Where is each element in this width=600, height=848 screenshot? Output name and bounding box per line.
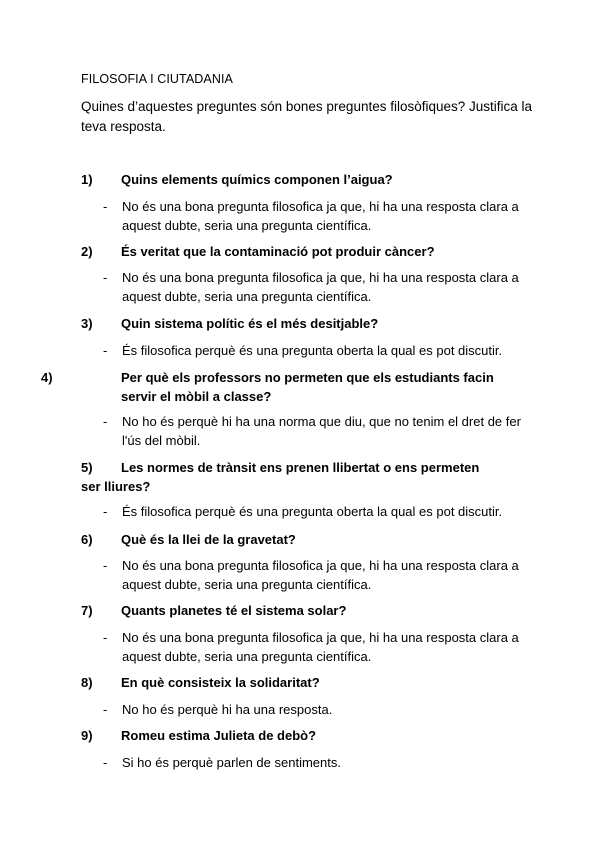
question-5 [81,458,501,496]
question-text: És veritat que la contaminació pot produir càncer? [121,244,435,259]
question-text: Romeu estima Julieta de debò? [121,728,317,743]
answer-8 [103,700,533,719]
question-1 [81,170,521,189]
answer-text: No ho és perquè hi ha una resposta. [122,702,333,717]
bullet-dash: - [103,343,108,358]
answer-text: No és una bona pregunta filosofica ja que, hi ha una resposta clara a aquest dubte, seria una pregunta científica. [122,630,519,664]
question-text: Quins elements químics componen l’aigua? [121,172,393,187]
question-text: Quin sistema polític és el més desitjable? [121,316,379,331]
question-7 [81,601,521,620]
bullet-dash: - [103,755,108,770]
question-number: 2) [81,244,93,259]
answer-text: És filosofica perquè és una pregunta oberta la qual es pot discutir. [122,343,503,358]
answer-6 [103,556,533,594]
bullet-dash: - [103,702,108,717]
answer-2 [103,268,533,306]
document-title: FILOSOFIA I CIUTADANIA [81,72,233,86]
bullet-dash: - [103,630,108,645]
question-number: 1) [81,172,93,187]
question-text: Per què els professors no permeten que els estudiants facin servir el mòbil a classe? [121,370,494,404]
answer-4 [103,412,533,450]
answer-1 [103,197,533,235]
question-4 [41,368,521,406]
question-number: 7) [81,603,93,618]
question-text: Les normes de trànsit ens prenen llibertat o ens permeten ser lliures? [81,460,480,494]
question-text: Què és la llei de la gravetat? [121,532,296,547]
answer-text: No és una bona pregunta filosofica ja que, hi ha una resposta clara a aquest dubte, seria una pregunta científica. [122,270,519,304]
answer-9 [103,753,533,772]
question-9 [81,726,521,745]
question-number: 6) [81,532,93,547]
bullet-dash: - [103,414,108,429]
question-2 [81,242,521,261]
answer-text: És filosofica perquè és una pregunta oberta la qual es pot discutir. [122,504,503,519]
question-number: 5) [81,460,93,475]
bullet-dash: - [103,504,108,519]
question-number: 9) [81,728,93,743]
question-text: Quants planetes té el sistema solar? [121,603,347,618]
answer-text: No és una bona pregunta filosofica ja que, hi ha una resposta clara a aquest dubte, seria una pregunta científica. [122,558,519,592]
answer-5 [103,502,533,521]
question-number: 4) [41,370,53,385]
bullet-dash: - [103,558,108,573]
assignment-prompt: Quines d’aquestes preguntes són bones preguntes filosòfiques? Justifica la teva resposta. [81,99,533,134]
answer-text: No ho és perquè hi ha una norma que diu, que no tenim el dret de fer l'ús del mòbil. [122,414,521,448]
question-3 [81,314,521,333]
answer-3 [103,341,533,360]
answer-text: No és una bona pregunta filosofica ja que, hi ha una resposta clara a aquest dubte, seria una pregunta científica. [122,199,519,233]
question-text: En què consisteix la solidaritat? [121,675,320,690]
answer-text: Si ho és perquè parlen de sentiments. [122,755,341,770]
bullet-dash: - [103,270,108,285]
answer-7 [103,628,533,666]
question-6 [81,530,521,549]
question-8 [81,673,521,692]
bullet-dash: - [103,199,108,214]
question-number: 3) [81,316,93,331]
question-number: 8) [81,675,93,690]
